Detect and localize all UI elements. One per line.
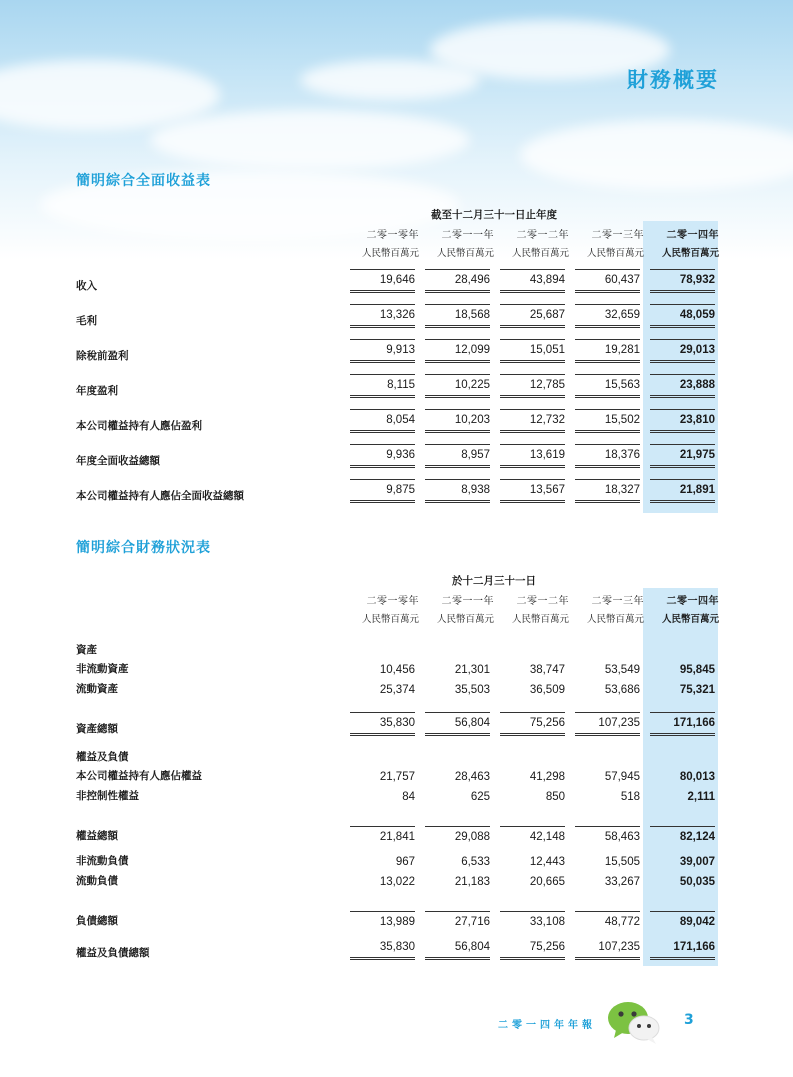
value-text: 625 <box>470 791 490 803</box>
value-text: 23,888 <box>650 379 715 398</box>
value-text: 39,007 <box>679 856 715 868</box>
table-row <box>76 657 719 676</box>
value-cell <box>569 468 644 503</box>
value-cell <box>344 676 419 696</box>
value-cell <box>569 363 644 398</box>
value-cell <box>419 803 494 843</box>
value-cell <box>494 328 569 363</box>
value-cell <box>344 657 419 676</box>
table-row <box>76 696 719 736</box>
value-text: 13,619 <box>500 449 565 468</box>
value-cell <box>569 696 644 736</box>
value-cell <box>644 293 719 328</box>
table-row <box>76 928 719 960</box>
year-header: 二零一二年 <box>516 596 569 607</box>
table-row <box>76 433 719 468</box>
value-cell <box>569 293 644 328</box>
value-cell <box>494 783 569 803</box>
row-label: 非流動資產 <box>76 663 129 675</box>
value-text: 19,281 <box>575 344 640 363</box>
value-cell <box>344 293 419 328</box>
value-cell <box>494 843 569 868</box>
value-cell <box>494 363 569 398</box>
value-cell <box>644 783 719 803</box>
income-section-title: 簡明綜合全面收益表 <box>76 173 211 189</box>
value-text: 8,115 <box>350 379 415 398</box>
value-cell <box>419 657 494 676</box>
row-label: 年度盈利 <box>76 385 118 397</box>
table-row <box>76 398 719 433</box>
value-text: 25,687 <box>500 309 565 328</box>
value-text: 21,301 <box>454 664 490 676</box>
value-text: 60,437 <box>575 274 640 293</box>
value-text: 10,225 <box>425 379 490 398</box>
table-row <box>76 843 719 868</box>
value-text: 9,913 <box>350 344 415 363</box>
table-row <box>76 328 719 363</box>
value-text: 75,321 <box>679 684 715 696</box>
value-cell <box>494 293 569 328</box>
value-cell <box>569 843 644 868</box>
value-cell <box>344 398 419 433</box>
value-text: 21,183 <box>454 876 490 888</box>
value-cell <box>569 868 644 888</box>
value-text: 58,463 <box>575 826 640 843</box>
value-cell <box>494 259 569 293</box>
value-cell <box>344 843 419 868</box>
value-text: 53,686 <box>604 684 640 696</box>
value-text: 171,166 <box>650 717 715 736</box>
value-cell <box>644 468 719 503</box>
value-text: 12,099 <box>425 344 490 363</box>
table-row <box>76 363 719 398</box>
value-text: 35,830 <box>350 941 415 960</box>
page-number: 3 <box>684 1012 694 1028</box>
value-text: 8,938 <box>425 484 490 503</box>
year-header: 二零一三年 <box>591 230 644 241</box>
wechat-logo-icon <box>604 998 664 1046</box>
value-text: 80,013 <box>679 771 715 783</box>
value-cell <box>419 928 494 960</box>
row-label: 負債總額 <box>76 915 118 927</box>
value-text: 82,124 <box>650 826 715 843</box>
table-row <box>76 293 719 328</box>
row-label: 毛利 <box>76 315 97 327</box>
value-text: 21,975 <box>650 449 715 468</box>
value-text: 13,989 <box>350 911 415 928</box>
value-cell <box>569 888 644 928</box>
value-cell <box>419 363 494 398</box>
year-header: 二零一四年 <box>666 596 719 607</box>
value-cell <box>344 363 419 398</box>
value-cell <box>494 433 569 468</box>
value-cell <box>419 868 494 888</box>
year-header: 二零一三年 <box>591 596 644 607</box>
value-text: 29,088 <box>425 826 490 843</box>
value-text: 6,533 <box>461 856 490 868</box>
value-text: 28,496 <box>425 274 490 293</box>
value-text: 21,841 <box>350 826 415 843</box>
value-cell <box>569 764 644 783</box>
balance-section-title: 簡明綜合財務狀況表 <box>76 540 211 556</box>
value-cell <box>644 363 719 398</box>
value-cell <box>419 783 494 803</box>
footer-report-name: 二零一四年年報 <box>498 1020 596 1031</box>
value-text: 36,509 <box>529 684 565 696</box>
value-cell <box>644 803 719 843</box>
table-row <box>76 783 719 803</box>
value-text: 43,894 <box>500 274 565 293</box>
value-cell <box>344 328 419 363</box>
unit-header: 人民幣百萬元 <box>586 614 644 625</box>
group-heading: 資產 <box>76 644 97 656</box>
value-cell <box>494 868 569 888</box>
unit-header: 人民幣百萬元 <box>661 614 719 625</box>
value-cell <box>344 433 419 468</box>
value-text: 75,256 <box>500 717 565 736</box>
value-text: 2,111 <box>687 791 715 803</box>
value-text: 15,051 <box>500 344 565 363</box>
unit-header: 人民幣百萬元 <box>361 614 419 625</box>
row-label: 除稅前盈利 <box>76 350 129 362</box>
table-row <box>76 803 719 843</box>
row-label: 資產總額 <box>76 723 118 735</box>
value-cell <box>494 398 569 433</box>
value-cell <box>644 259 719 293</box>
value-text: 48,772 <box>575 911 640 928</box>
income-table <box>76 202 719 503</box>
value-text: 38,747 <box>529 664 565 676</box>
value-text: 107,235 <box>575 717 640 736</box>
value-cell <box>569 783 644 803</box>
value-text: 10,203 <box>425 414 490 433</box>
value-text: 12,732 <box>500 414 565 433</box>
value-text: 20,665 <box>529 876 565 888</box>
table-row <box>76 764 719 783</box>
value-text: 75,256 <box>500 941 565 960</box>
value-cell <box>494 676 569 696</box>
year-header: 二零一一年 <box>441 596 494 607</box>
row-label: 流動資產 <box>76 683 118 695</box>
row-label: 非流動負債 <box>76 855 129 867</box>
value-text: 56,804 <box>425 941 490 960</box>
value-text: 84 <box>402 791 415 803</box>
row-label: 非控制性權益 <box>76 790 139 802</box>
value-cell <box>419 843 494 868</box>
value-cell <box>494 468 569 503</box>
value-text: 33,108 <box>500 911 565 928</box>
unit-header: 人民幣百萬元 <box>586 248 644 259</box>
value-text: 19,646 <box>350 274 415 293</box>
year-header: 二零一一年 <box>441 230 494 241</box>
unit-header: 人民幣百萬元 <box>511 614 569 625</box>
group-heading: 權益及負債 <box>76 751 129 763</box>
income-period: 截至十二月三十一日止年度 <box>431 209 557 221</box>
value-cell <box>644 696 719 736</box>
value-text: 171,166 <box>650 941 715 960</box>
value-cell <box>644 843 719 868</box>
value-text: 12,443 <box>529 856 565 868</box>
table-row <box>76 259 719 293</box>
value-text: 33,267 <box>604 876 640 888</box>
value-cell <box>494 657 569 676</box>
value-text: 15,563 <box>575 379 640 398</box>
value-cell <box>644 764 719 783</box>
balance-table <box>76 568 719 960</box>
year-header: 二零一二年 <box>516 230 569 241</box>
value-cell <box>569 328 644 363</box>
value-text: 27,716 <box>425 911 490 928</box>
value-cell <box>419 293 494 328</box>
value-cell <box>644 868 719 888</box>
row-label: 流動負債 <box>76 875 118 887</box>
value-cell <box>644 433 719 468</box>
value-cell <box>494 928 569 960</box>
value-text: 12,785 <box>500 379 565 398</box>
value-text: 35,503 <box>454 684 490 696</box>
value-cell <box>344 888 419 928</box>
row-label: 本公司權益持有人應佔盈利 <box>76 420 202 432</box>
year-header: 二零一四年 <box>666 230 719 241</box>
balance-period: 於十二月三十一日 <box>452 575 536 587</box>
value-cell <box>569 928 644 960</box>
value-text: 21,757 <box>379 771 415 783</box>
value-cell <box>569 398 644 433</box>
row-label: 本公司權益持有人應佔權益 <box>76 770 202 782</box>
value-text: 42,148 <box>500 826 565 843</box>
value-cell <box>419 259 494 293</box>
unit-header: 人民幣百萬元 <box>361 248 419 259</box>
value-cell <box>344 783 419 803</box>
value-cell <box>644 888 719 928</box>
value-cell <box>419 433 494 468</box>
value-text: 967 <box>395 856 415 868</box>
table-row <box>76 676 719 696</box>
value-cell <box>344 928 419 960</box>
unit-header: 人民幣百萬元 <box>661 248 719 259</box>
value-cell <box>419 398 494 433</box>
value-cell <box>344 803 419 843</box>
value-text: 18,327 <box>575 484 640 503</box>
value-text: 78,932 <box>650 274 715 293</box>
value-text: 41,298 <box>529 771 565 783</box>
value-cell <box>419 328 494 363</box>
value-text: 850 <box>545 791 565 803</box>
value-text: 29,013 <box>650 344 715 363</box>
unit-header: 人民幣百萬元 <box>436 614 494 625</box>
table-row <box>76 468 719 503</box>
value-cell <box>419 888 494 928</box>
value-text: 28,463 <box>454 771 490 783</box>
value-cell <box>644 928 719 960</box>
value-cell <box>569 259 644 293</box>
value-cell <box>494 696 569 736</box>
value-text: 9,936 <box>350 449 415 468</box>
value-text: 15,502 <box>575 414 640 433</box>
value-cell <box>419 696 494 736</box>
value-cell <box>344 764 419 783</box>
value-text: 8,957 <box>425 449 490 468</box>
value-text: 48,059 <box>650 309 715 328</box>
value-text: 18,376 <box>575 449 640 468</box>
table-row <box>76 736 719 764</box>
value-cell <box>644 398 719 433</box>
value-cell <box>344 259 419 293</box>
row-label: 權益及負債總額 <box>76 947 150 959</box>
value-text: 13,326 <box>350 309 415 328</box>
value-cell <box>419 468 494 503</box>
table-row <box>76 888 719 928</box>
year-header: 二零一零年 <box>366 230 419 241</box>
value-text: 57,945 <box>604 771 640 783</box>
value-cell <box>419 676 494 696</box>
value-text: 21,891 <box>650 484 715 503</box>
value-text: 25,374 <box>379 684 415 696</box>
unit-header: 人民幣百萬元 <box>511 248 569 259</box>
value-text: 35,830 <box>350 717 415 736</box>
value-text: 95,845 <box>679 664 715 676</box>
unit-header: 人民幣百萬元 <box>436 248 494 259</box>
value-cell <box>494 803 569 843</box>
value-cell <box>644 328 719 363</box>
value-text: 107,235 <box>575 941 640 960</box>
value-text: 15,505 <box>604 856 640 868</box>
table-row <box>76 625 719 657</box>
value-cell <box>644 657 719 676</box>
value-cell <box>494 888 569 928</box>
value-text: 89,042 <box>650 911 715 928</box>
value-cell <box>569 803 644 843</box>
value-text: 18,568 <box>425 309 490 328</box>
value-cell <box>344 468 419 503</box>
value-text: 9,875 <box>350 484 415 503</box>
row-label: 權益總額 <box>76 830 118 842</box>
value-cell <box>569 657 644 676</box>
value-cell <box>644 676 719 696</box>
value-cell <box>569 676 644 696</box>
page-title: 財務概要 <box>627 68 719 92</box>
value-text: 53,549 <box>604 664 640 676</box>
value-text: 8,054 <box>350 414 415 433</box>
value-text: 50,035 <box>679 876 715 888</box>
value-text: 518 <box>620 791 640 803</box>
year-header: 二零一零年 <box>366 596 419 607</box>
row-label: 本公司權益持有人應佔全面收益總額 <box>76 490 244 502</box>
value-text: 13,022 <box>379 876 415 888</box>
value-cell <box>344 868 419 888</box>
row-label: 收入 <box>76 280 97 292</box>
value-text: 56,804 <box>425 717 490 736</box>
row-label: 年度全面收益總額 <box>76 455 160 467</box>
value-cell <box>419 764 494 783</box>
value-cell <box>569 433 644 468</box>
value-text: 32,659 <box>575 309 640 328</box>
value-text: 10,456 <box>379 664 415 676</box>
value-text: 13,567 <box>500 484 565 503</box>
value-cell <box>494 764 569 783</box>
table-row <box>76 868 719 888</box>
value-text: 23,810 <box>650 414 715 433</box>
value-cell <box>344 696 419 736</box>
